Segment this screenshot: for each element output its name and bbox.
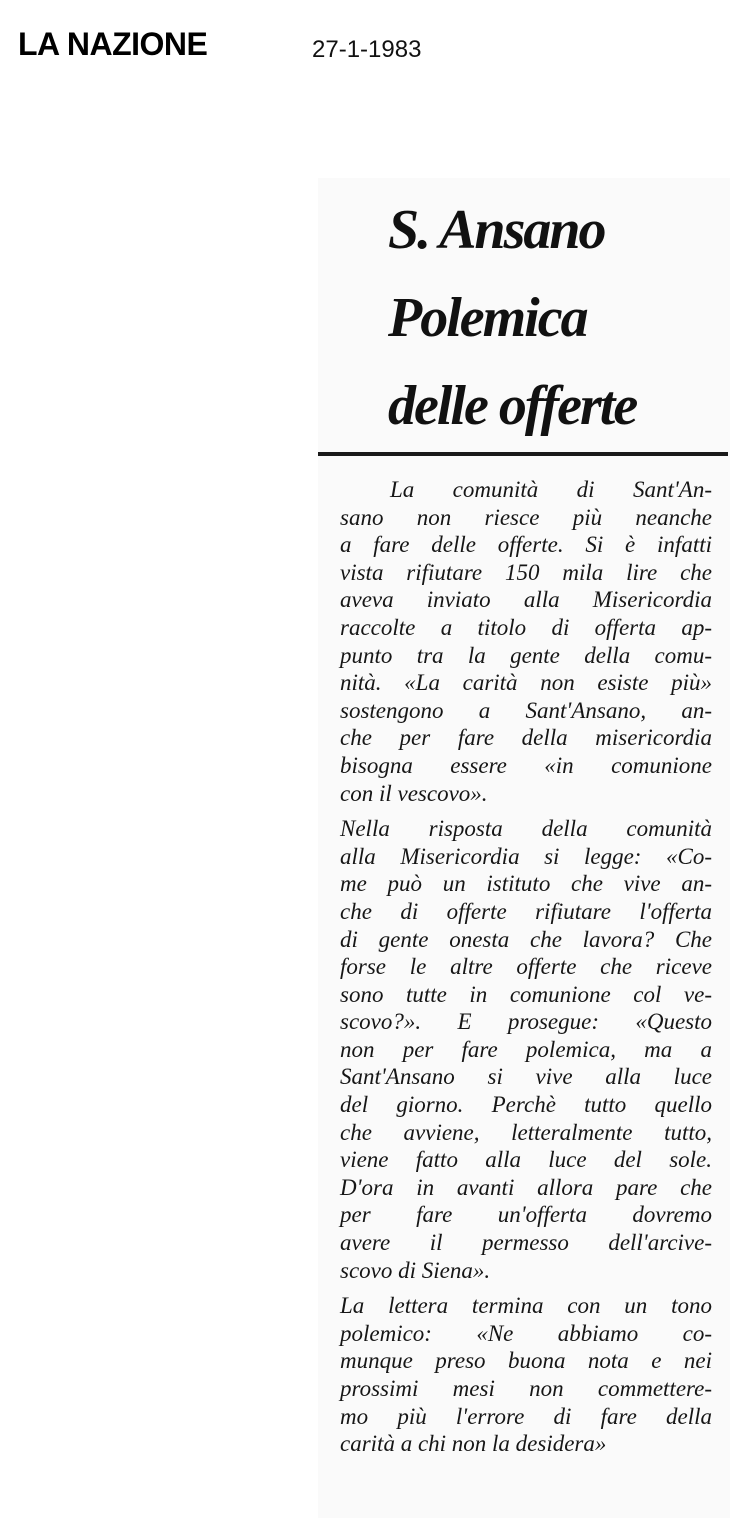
article-line: La lettera termina con un tono [340,1293,712,1319]
publication-date: 27-1-1983 [312,36,422,63]
article-line: nità. «La carità non esiste più» [340,670,712,696]
article-line: mo più l'errore di fare della [340,1403,712,1429]
article-line: bisogna essere «in comunione [340,752,712,778]
article-line: La comunità di Sant'An- [390,477,712,502]
article-line: che di offerte rifiutare l'offerta [340,898,712,924]
headline-divider [318,452,728,456]
article-line: munque preso buona nota e nei [340,1348,712,1374]
article-line: me può un istituto che vive an- [340,871,712,897]
article-line: di gente onesta che lavora? Che [340,926,712,952]
article-line: del giorno. Perchè tutto quello [340,1092,712,1118]
article-line: scovo di Siena». [340,1257,491,1283]
article-line: raccolte a titolo di offerta ap- [340,614,712,640]
article-line: con il vescovo». [340,780,488,806]
article-line: Sant'Ansano si vive alla luce [340,1064,712,1090]
headline-line: S. Ansano [388,199,605,261]
newspaper-clipping [318,178,730,1518]
article-line: Nella risposta della comunità [340,816,712,842]
article-paragraph [340,1292,712,1458]
article-line: forse le altre offerte che riceve [340,954,712,980]
article-body [340,476,712,1466]
article-paragraph [340,476,712,807]
article-line: viene fatto alla luce del sole. [340,1147,712,1173]
article-line: a fare delle offerte. Si è infatti [340,532,712,558]
article-headline [388,186,636,450]
article-line: che per fare della misericordia [340,725,712,751]
article-line: polemico: «Ne abbiamo co- [340,1320,712,1346]
newspaper-name: LA NAZIONE [18,26,208,62]
article-line: D'ora in avanti allora pare che [340,1174,712,1200]
article-line: sano non riesce più neanche [340,504,712,530]
article-line: aveva inviato alla Misericordia [340,587,712,613]
article-line: alla Misericordia si legge: «Co- [340,843,712,869]
article-line: punto tra la gente della comu- [340,642,712,668]
headline-line: Polemica [388,287,587,349]
article-line: che avviene, letteralmente tutto, [340,1119,712,1145]
article-line: per fare un'offerta dovremo [340,1202,712,1228]
headline-line: delle offerte [388,375,637,437]
article-line: non per fare polemica, ma a [340,1036,712,1062]
article-line: scovo?». E prosegue: «Questo [340,1009,712,1035]
article-line: prossimi mesi non commettere- [340,1376,712,1401]
article-line: avere il permesso dell'arcive- [340,1230,712,1256]
article-line: sostengono a Sant'Ansano, an- [340,697,712,723]
article-line: sono tutte in comunione col ve- [340,981,712,1007]
article-line: vista rifiutare 150 mila lire che [340,559,712,585]
article-line: carità a chi non la desidera» [340,1431,607,1457]
article-paragraph [340,815,712,1284]
